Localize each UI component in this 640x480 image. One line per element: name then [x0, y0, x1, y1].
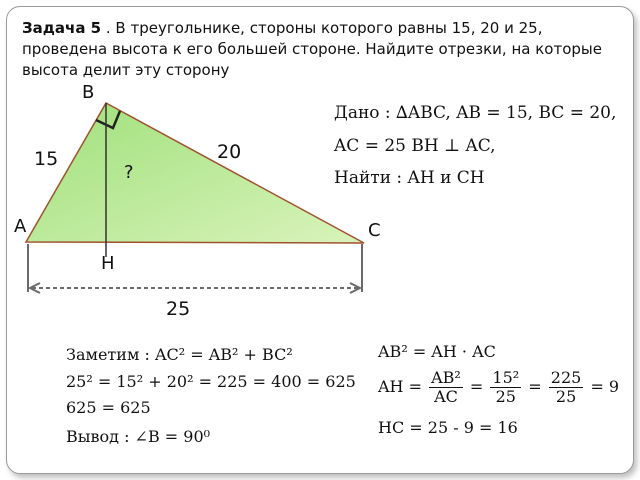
fraction-1-num: AB² [431, 368, 461, 387]
task-label: Задача 5 [22, 19, 102, 37]
left-calc-line-2: 25² = 15² + 20² = 225 = 400 = 625 [66, 372, 356, 391]
fraction-1-den: AC [434, 387, 458, 406]
left-calc-line-3: 625 = 625 [66, 398, 151, 417]
side-ab-label: 15 [34, 148, 59, 170]
vertex-c-label: C [368, 220, 381, 241]
ah-result: = 9 [590, 377, 620, 396]
fraction-3 [549, 369, 584, 406]
vertex-a-label: A [14, 216, 27, 237]
triangle-abc [26, 103, 364, 243]
given-line-3: Найти : AH и CH [334, 168, 485, 188]
fraction-2-num: 15² [492, 368, 520, 387]
side-ac-label: 25 [166, 298, 191, 320]
right-calc-line-3: HC = 25 - 9 = 16 [378, 418, 518, 437]
foot-h-label: H [101, 253, 115, 274]
equals-sign-2: = [528, 377, 542, 396]
fraction-2 [490, 369, 521, 406]
vertex-b-label: B [82, 82, 95, 103]
fraction-2-den: 25 [495, 387, 516, 406]
left-calc-line-1: Заметим : AC² = AB² + BC² [66, 345, 293, 364]
unknown-label: ? [124, 162, 134, 183]
side-bc-label: 20 [217, 141, 242, 163]
given-line-2: AC = 25 BH ⊥ AC, [334, 136, 496, 156]
equals-sign: = [469, 377, 484, 396]
task-text: . В треугольнике, стороны которого равны 15, 20 и 25, проведена высота к его большей стороне. Найдите отрезки, на которые высота делит эту сторону [22, 19, 602, 79]
fraction-3-den: 25 [555, 387, 577, 406]
fraction-3-num: 225 [550, 368, 582, 387]
ah-prefix: AH = [378, 377, 422, 396]
right-calc-ah-formula [378, 369, 619, 406]
given-line-1: Дано : ∆ABC, AB = 15, BC = 20, [334, 103, 617, 123]
right-calc-line-1: AB² = AH · AC [378, 342, 496, 361]
left-calc-line-4: Вывод : ∠B = 90⁰ [66, 427, 211, 446]
fraction-1 [429, 369, 463, 406]
